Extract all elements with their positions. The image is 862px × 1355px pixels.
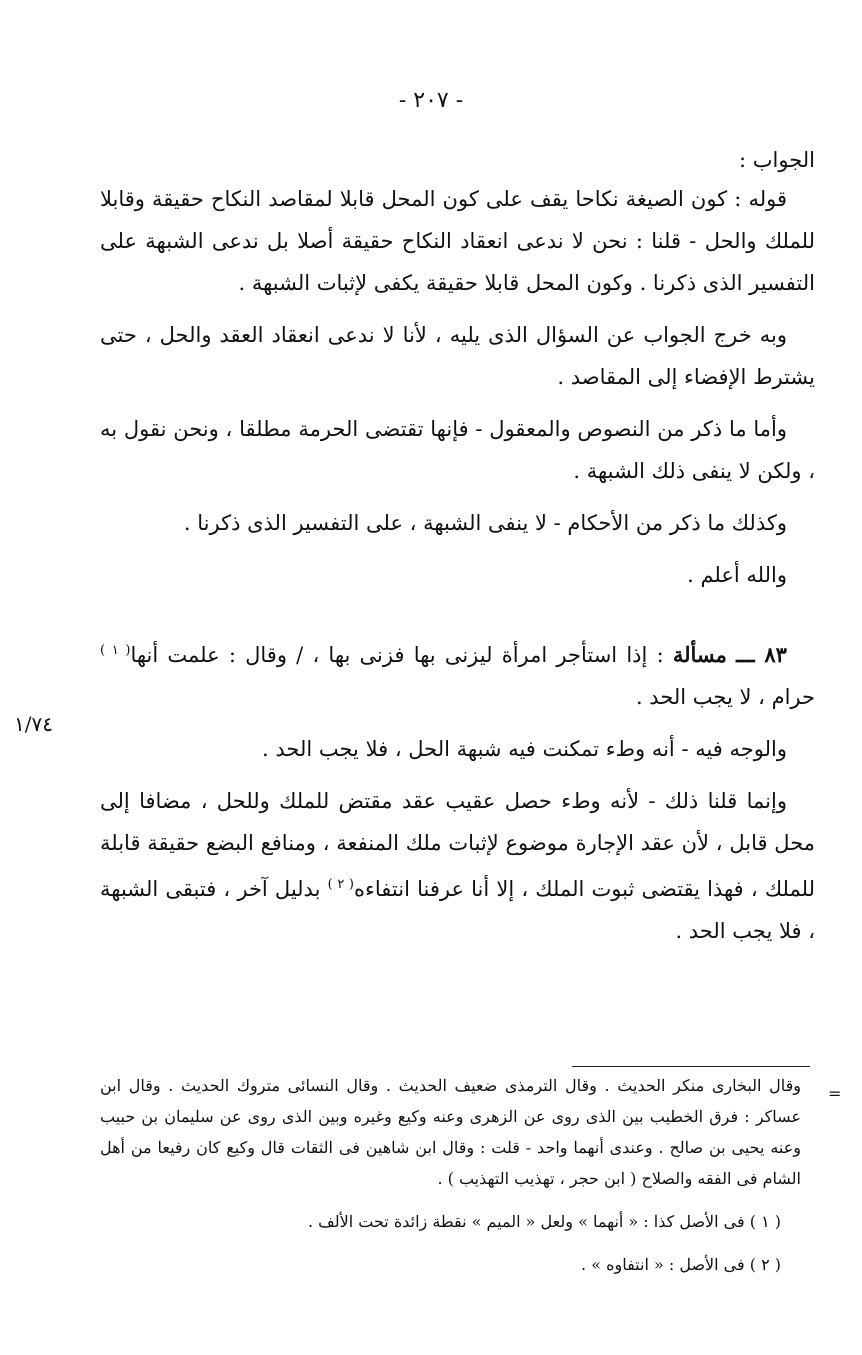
- answer-paragraph-3: وأما ما ذكر من النصوص والمعقول - فإنها تقتضى الحرمة مطلقا ، ونحن نقول به ، ولكن لا ينفى ذلك الشبهة .: [100, 417, 815, 483]
- reason-paragraph-2: [100, 780, 815, 952]
- answer-heading: الجواب :: [739, 148, 815, 172]
- reason-2-text-a: وإنما قلنا ذلك - لأنه وطء حصل عقيب عقد مقتض للملك وللحل ، مضافا إلى محل قابل ، لأن عقد الإجارة موضوع لإثبات ملك المنفعة ، ومنافع البضع حقيقة قابلة للملك ، فهذا يقتضى ثبوت الملك ، إلا أنا عرفنا انتفاءه: [100, 789, 815, 901]
- footnote-ref-1: ( ١ ): [100, 643, 131, 658]
- issue-paragraph: [100, 630, 815, 718]
- footnotes: [100, 1070, 815, 1280]
- footnote-continuation-mark: =: [828, 1084, 842, 1103]
- footnote-divider: [572, 1066, 810, 1067]
- page-number: - ٢٠٧ -: [398, 88, 464, 113]
- margin-reference: ١/٧٤: [14, 712, 53, 736]
- footnote-continuation: وقال البخارى منكر الحديث . وقال الترمذى ضعيف الحديث . وقال النسائى متروك الحديث . وقال ابن عساكر : فرق الخطيب بين الذى روى عن الزهرى وعنه وكيع وغيره وبين الذى روى عن سليمان بن حبيب وعنه يحيى بن صالح . وعندى أنهما واحد - قلت : وقال ابن شاهين فى الثقات قال وكيع كان رفيعا من أهل الشام فى الفقه والصلاح ( ابن حجر ، تهذيب التهذيب ) .: [100, 1076, 801, 1188]
- footnote-ref-2: ( ٢ ): [327, 877, 354, 892]
- answer-paragraph-1: قوله : كون الصيغة نكاحا يقف على كون المحل قابلا لمقاصد النكاح حقيقة وقابلا للملك والحل - قلنا : نحن لا ندعى انعقاد النكاح حقيقة أصلا بل ندعى الشبهة على التفسير الذى ذكرنا . وكون المحل قابلا حقيقة يكفى لإثبات الشبهة .: [100, 187, 815, 295]
- closing-phrase: والله أعلم .: [687, 563, 787, 587]
- reason-paragraph-1: والوجه فيه - أنه وطء تمكنت فيه شبهة الحل ، فلا يجب الحد .: [262, 737, 787, 761]
- issue-number: ٨٣ ـــ: [736, 642, 787, 667]
- footnote-2: ( ٢ ) فى الأصل : « انتفاوه » .: [581, 1255, 781, 1274]
- issue-label: مسألة: [672, 642, 727, 667]
- answer-paragraph-2: وبه خرج الجواب عن السؤال الذى يليه ، لأنا لا ندعى انعقاد العقد والحل ، حتى يشترط الإفضاء إلى المقاصد .: [100, 323, 815, 389]
- answer-paragraph-4: وكذلك ما ذكر من الأحكام - لا ينفى الشبهة ، على التفسير الذى ذكرنا .: [183, 511, 787, 535]
- footnote-1: ( ١ ) فى الأصل كذا : « أنهما » ولعل « الميم » نقطة زائدة تحت الألف .: [307, 1212, 781, 1231]
- main-text: [100, 148, 815, 962]
- reason-2-text-b: بدليل آخر ، فتبقى الشبهة ، فلا يجب الحد .: [100, 877, 815, 943]
- issue-text-a: : إذا استأجر امرأة ليزنى بها فزنى بها ، / وقال : علمت أنها: [130, 643, 664, 667]
- issue-text-b: حرام ، لا يجب الحد .: [635, 685, 815, 709]
